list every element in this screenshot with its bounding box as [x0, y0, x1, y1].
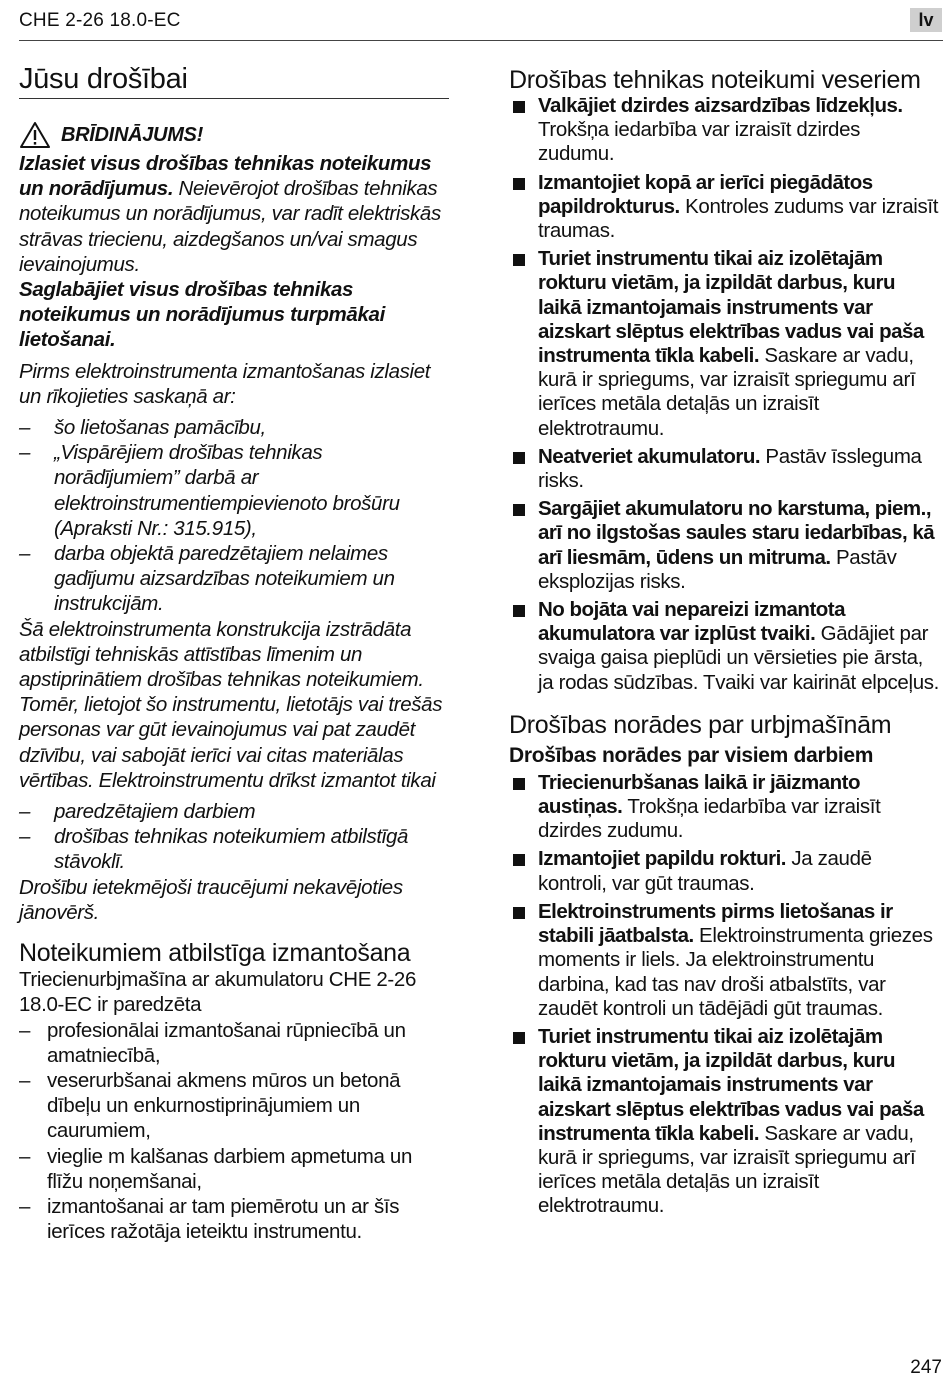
- square-bullet-icon: [513, 907, 525, 919]
- page-number: 247: [910, 1357, 942, 1378]
- list-item: – paredzētajiem darbiem: [19, 800, 256, 824]
- list-item: Elektroinstruments pirms lietošanas ir stabili jāatbalsta. Elektroinstrumenta griezes moments ir liels. Ja elektroinstrumentu darbina, kad tas nav droši atbalstīts, var zaudēt kontroli un tādējādi gūt traumas.: [509, 900, 941, 1021]
- hammer-safety-list: [509, 94, 941, 695]
- square-bullet-icon: [513, 254, 525, 266]
- before-use-list: [19, 415, 449, 617]
- square-bullet-icon: [513, 178, 525, 190]
- list-item: Izmantojiet kopā ar ierīci piegādātos papildrokturus. Kontroles zudums var izraisīt traumas.: [509, 171, 941, 244]
- list-item: – veserurbšanai akmens mūros un betonā dībeļu un enkurnostiprinājumiem un caurumiem,: [19, 1068, 401, 1143]
- warning-consequence: Neievērojot drošības tehnikas noteikumus un norādījumus, var radīt elektriskās strāvas triecienu, aizdegšanos un/vai smagus ievainojumus.: [19, 177, 441, 276]
- square-bullet-icon: [513, 854, 525, 866]
- hammer-safety-title: Drošības tehnikas noteikumi veseriem: [509, 66, 921, 94]
- drill-safety-title: Drošības norādes par urbjmašīnām: [509, 710, 892, 739]
- header-divider: [19, 40, 943, 41]
- list-item: Neatveriet akumulatoru. Pastāv īssleguma risks.: [509, 445, 941, 493]
- warning-triangle-icon: [19, 121, 51, 149]
- list-item: – „Vispārējiem drošības tehnikas norādījumiem” darbā ar elektroinstrumentiempievienoto brošūru (Apraksti Nr.: 315.915),: [19, 441, 400, 540]
- list-item: Turiet instrumentu tikai aiz izolētajām rokturu vietām, ja izpildāt darbus, kuru laikā izmantojamais instruments var aizskart slēptus elektrības vadus vai paša instrumenta tīkla kabeli. Saskare ar vadu, kurā ir spriegums, var izraisīt spriegumu arī ierīces metāla detaļās un izraisīt elektrotraumu.: [509, 1025, 941, 1219]
- language-badge: lv: [910, 8, 942, 32]
- list-item: – vieglie m kalšanas darbiem apmetuma un flīžu noņemšanai,: [19, 1144, 412, 1193]
- left-column: [19, 62, 449, 1244]
- square-bullet-icon: [513, 101, 525, 113]
- page-title: Jūsu drošībai: [19, 63, 188, 95]
- warning-heading: [19, 121, 449, 149]
- list-item: – drošības tehnikas noteikumiem atbilstīgā stāvoklī.: [19, 825, 409, 874]
- intended-use-intro: Triecienurbjmašīna ar akumulatoru CHE 2-26 18.0-EC ir paredzēta: [19, 968, 416, 1017]
- list-item: No bojāta vai nepareizi izmantota akumulatora var izplūst tvaiki. Gādājiet par svaiga gaisa pieplūdi un vērsieties pie ārsta, ja rodas sūdzības. Tvaiki var kairināt elpceļus.: [509, 598, 941, 695]
- list-item: Turiet instrumentu tikai aiz izolētajām rokturu vietām, ja izpildāt darbus, kuru laikā izmantojamais instruments var aizskart slēptus elektrības vadus vai paša instrumenta tīkla kabeli. Saskare ar vadu, kurā ir spriegums, var izraisīt spriegumu arī ierīces metāla detaļās un izraisīt elektrotraumu.: [509, 247, 941, 441]
- warning-keep-instructions: Saglabājiet visus drošības tehnikas noteikumus un norādījumus turpmākai lietošanai.: [19, 278, 385, 352]
- right-column: [509, 66, 941, 1223]
- intended-use-list: [19, 1018, 449, 1245]
- list-item: Triecienurbšanas laikā ir jāizmanto austiņas. Trokšņa iedarbība var izraisīt dzirdes zudumu.: [509, 771, 941, 844]
- faults-paragraph: Drošību ietekmējoši traucējumi nekavējoties jānovērš.: [19, 875, 403, 924]
- only-for-list: [19, 799, 449, 875]
- warning-read-all: Izlasiet visus drošības tehnikas noteikumus un norādījumus.: [19, 152, 432, 201]
- drill-safety-subtitle: Drošības norādes par visiem darbiem: [509, 743, 874, 767]
- header-model: CHE 2-26 18.0-EC: [19, 10, 181, 31]
- list-item: – šo lietošanas pamācību,: [19, 416, 266, 440]
- list-item: Sargājiet akumulatoru no karstuma, piem., arī no ilgstošas saules staru iedarbības, kā arī liesmām, ūdens un mitruma. Pastāv eksplozijas risks.: [509, 497, 941, 594]
- intended-use-title: Noteikumiem atbilstīga izmantošana: [19, 939, 411, 968]
- square-bullet-icon: [513, 605, 525, 617]
- square-bullet-icon: [513, 452, 525, 464]
- square-bullet-icon: [513, 504, 525, 516]
- before-use-intro: Pirms elektroinstrumenta izmantošanas izlasiet un rīkojieties saskaņā ar:: [19, 359, 431, 408]
- list-item: Valkājiet dzirdes aizsardzības līdzekļus. Trokšņa iedarbība var izraisīt dzirdes zudumu.: [509, 94, 941, 167]
- title-divider: [19, 98, 449, 99]
- construction-paragraph: Šā elektroinstrumenta konstrukcija izstrādāta atbilstīgi tehniskās attīstības līmenim un apstiprinātiem drošības tehnikas noteikumiem. Tomēr, lietojot šo instrumentu, lietotājs vai trešās personas var gūt ievainojumus vai pat zaudēt dzīvību, vai sabojāt ierīci vai citas materiālas vērtības. Elektroinstrumentu drīkst izmantot tikai: [19, 617, 443, 792]
- list-item: Izmantojiet papildu rokturi. Ja zaudē kontroli, var gūt traumas.: [509, 847, 941, 895]
- square-bullet-icon: [513, 1032, 525, 1044]
- drill-safety-list: [509, 771, 941, 1219]
- list-item: – izmantošanai ar tam piemērotu un ar šīs ierīces ražotāja ieteiktu instrumentu.: [19, 1194, 400, 1244]
- list-item: – profesionālai izmantošanai rūpniecībā un amatniecībā,: [19, 1018, 406, 1067]
- warning-label: BRĪDINĀJUMS!: [61, 123, 203, 146]
- list-item: – darba objektā paredzētajiem nelaimes gadījumu aizsardzības noteikumiem un instrukcijām.: [19, 542, 395, 616]
- warning-paragraph: [19, 151, 449, 277]
- square-bullet-icon: [513, 778, 525, 790]
